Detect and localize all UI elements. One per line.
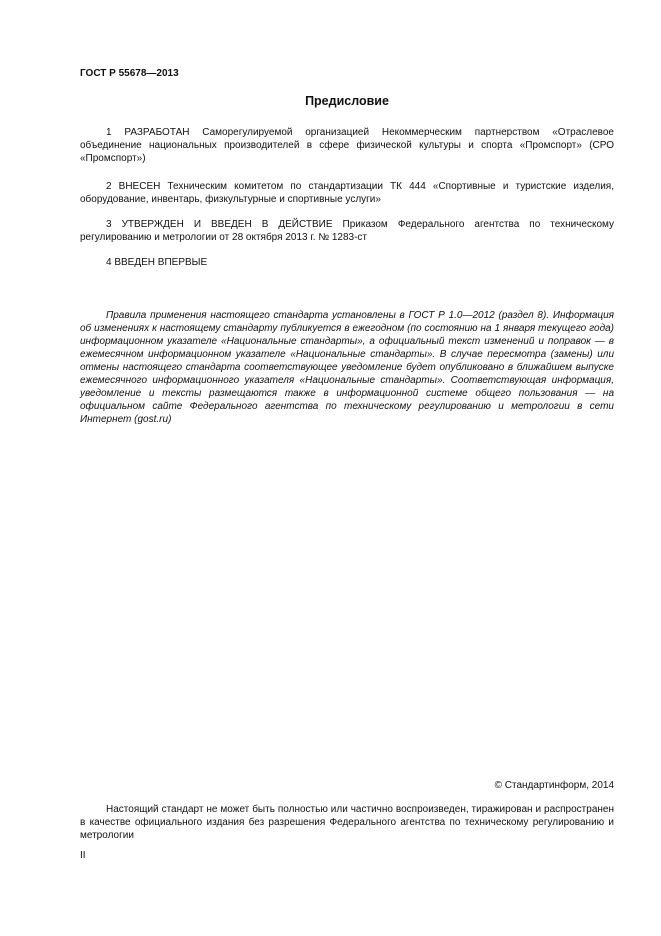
item-developed: 1 РАЗРАБОТАН Саморегулируемой организацией Некоммерческим партнерством «Отраслевое объединение национальных производителей в сфере физической культуры и спорта «Промспорт» (СРО «Промспорт») bbox=[80, 127, 614, 164]
item-first-introduced: 4 ВВЕДЕН ВПЕРВЫЕ bbox=[106, 257, 208, 268]
page-number: II bbox=[80, 850, 86, 861]
page-title: Предисловие bbox=[305, 94, 389, 108]
item-introduced: 2 ВНЕСЕН Техническим комитетом по стандартизации ТК 444 «Спортивные и туристские изделия, оборудование, инвентарь, физкультурные и спортивные услуги» bbox=[80, 181, 614, 205]
standard-id: ГОСТ Р 55678—2013 bbox=[80, 68, 179, 79]
copyright: © Стандартинформ, 2014 bbox=[494, 780, 614, 791]
item-approved: 3 УТВЕРЖДЕН И ВВЕДЕН В ДЕЙСТВИЕ Приказом Федерального агентства по техническому регулированию и метрологии от 28 октября 2013 г. № 1283-ст bbox=[80, 219, 614, 243]
reproduction-notice: Настоящий стандарт не может быть полностью или частично воспроизведен, тиражирован и распространен в качестве официального издания без разрешения Федерального агентства по техническому регулированию и метрологии bbox=[80, 804, 614, 841]
application-rules-notice: Правила применения настоящего стандарта установлены в ГОСТ Р 1.0—2012 (раздел 8). Информация об изменениях к настоящему стандарту публикуется в ежегодном (по состоянию на 1 января текущего года) информационном указателе «Национальные стандарты», а официальный текст изменений и поправок — в ежемесячном информационном указателе «Национальные стандарты». В случае пересмотра (замены) или отмены настоящего стандарта соответствующее уведомление будет опубликовано в ближайшем выпуске ежемесячного информационного указателя «Национальные стандарты». Соответствующая информация, уведомление и тексты размещаются также в информационной системе общего пользования — на официальном сайте Федерального агентства по техническому регулированию и метрологии в сети Интернет (gost.ru) bbox=[80, 310, 614, 425]
